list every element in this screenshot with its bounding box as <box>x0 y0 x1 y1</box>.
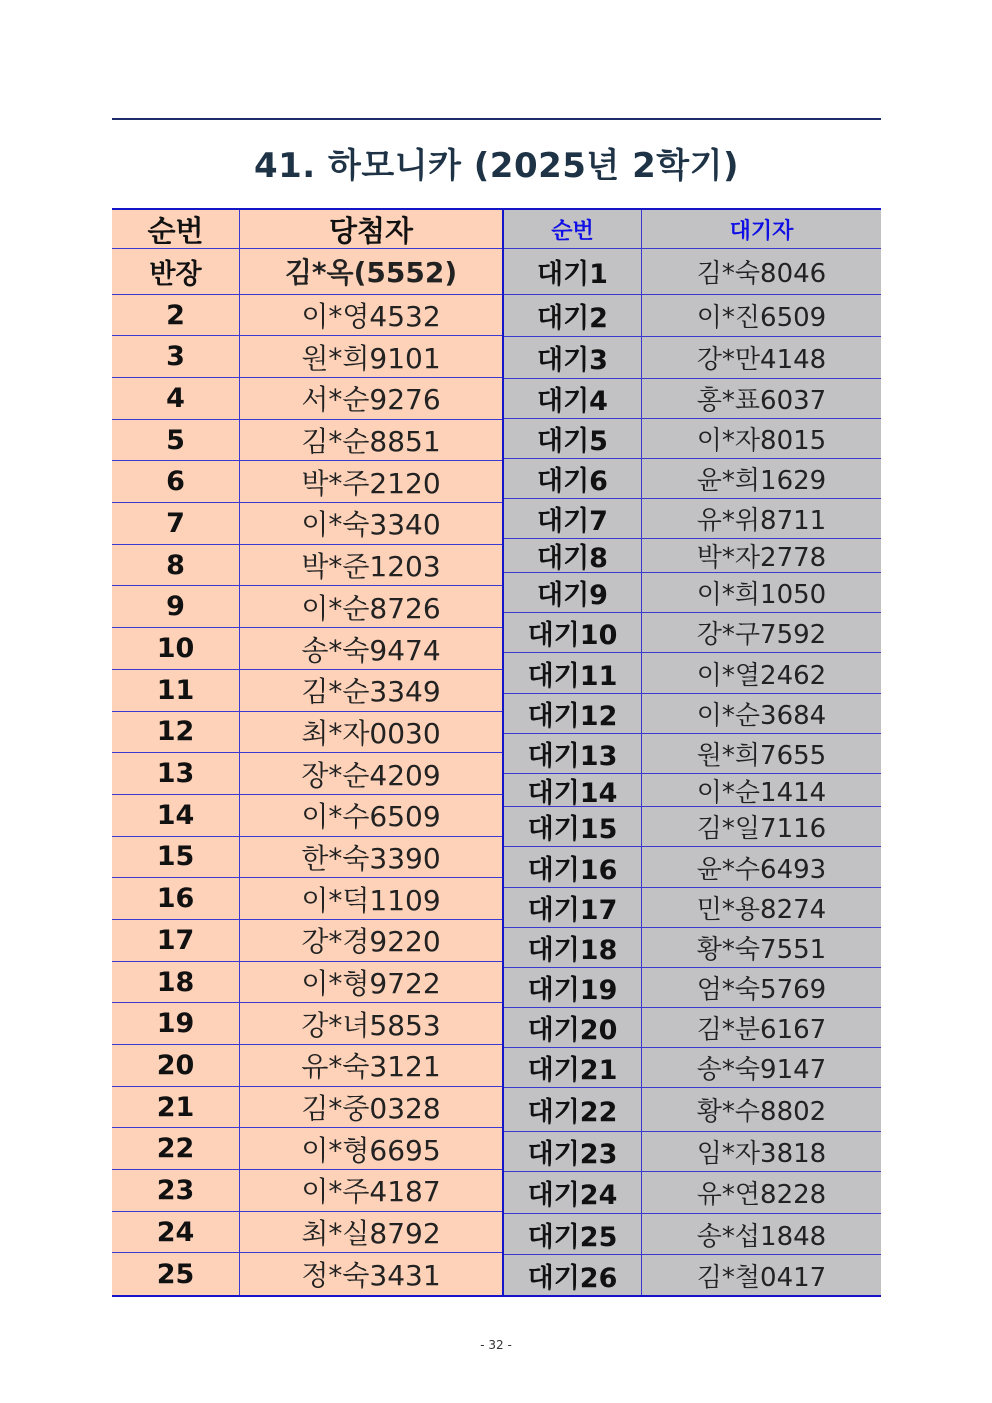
waitlist-number: 대기14 <box>504 774 642 806</box>
winner-name: 이*주4187 <box>301 1175 441 1209</box>
waitlist-row <box>504 499 881 539</box>
title-rule <box>112 118 881 120</box>
waitlist-name: 윤*수6493 <box>696 854 827 885</box>
winners-header-row <box>112 210 502 249</box>
winner-row <box>112 1087 502 1129</box>
waitlist-number: 대기17 <box>504 888 642 927</box>
winner-name: 최*실8792 <box>301 1217 441 1251</box>
winner-row <box>112 1212 502 1254</box>
winner-number: 19 <box>112 1003 240 1044</box>
waitlist-row <box>504 379 881 419</box>
winner-row <box>112 962 502 1004</box>
waitlist-name: 홍*표6037 <box>696 386 827 416</box>
waitlist-number: 대기1 <box>504 249 642 294</box>
winner-name: 원*희9101 <box>301 341 441 375</box>
winner-number: 18 <box>112 962 240 1003</box>
winner-row <box>112 753 502 795</box>
winner-row <box>112 378 502 420</box>
waitlist-row <box>504 1132 881 1172</box>
winner-number: 12 <box>112 712 240 753</box>
waitlist-row <box>504 419 881 459</box>
column-header-number: 순번 <box>504 210 642 248</box>
waitlist-name: 송*섭1848 <box>696 1221 827 1252</box>
winner-row <box>112 670 502 712</box>
winner-row <box>112 837 502 879</box>
winner-name: 이*덕1109 <box>301 883 441 917</box>
waitlist-number: 대기8 <box>504 539 642 572</box>
page-number: - 32 - <box>480 1338 512 1352</box>
winner-number: 13 <box>112 753 240 794</box>
waitlist-number: 대기15 <box>504 807 642 846</box>
winner-row <box>112 795 502 837</box>
winner-name: 이*형6695 <box>301 1133 441 1167</box>
waitlist-number: 대기18 <box>504 928 642 967</box>
waitlist-number: 대기7 <box>504 499 642 538</box>
waitlist-name: 황*숙7551 <box>696 935 827 965</box>
waitlist-name: 임*자3818 <box>696 1139 827 1169</box>
waitlist-row <box>504 734 881 774</box>
winner-number: 14 <box>112 795 240 836</box>
waitlist-name: 박*자2778 <box>696 543 827 572</box>
waitlist-name: 원*희7655 <box>696 741 827 771</box>
waitlist-name: 황*수8802 <box>696 1097 827 1127</box>
waitlist-row <box>504 774 881 807</box>
winner-number: 8 <box>112 545 240 586</box>
winner-row <box>112 336 502 378</box>
winner-number: 6 <box>112 461 240 502</box>
waitlist-header-row <box>504 210 881 249</box>
waitlist-number: 대기16 <box>504 847 642 887</box>
waitlist-number: 대기22 <box>504 1088 642 1131</box>
winner-number: 17 <box>112 920 240 961</box>
winner-row <box>112 628 502 670</box>
winner-number: 5 <box>112 420 240 461</box>
winner-number: 반장 <box>112 249 240 294</box>
waitlist-row <box>504 539 881 573</box>
winner-row <box>112 503 502 545</box>
winner-name: 송*숙9474 <box>301 633 441 667</box>
waitlist-number: 대기9 <box>504 573 642 612</box>
winner-number: 22 <box>112 1128 240 1169</box>
waitlist-name: 엄*숙5769 <box>696 975 827 1005</box>
winner-number: 10 <box>112 628 240 669</box>
waitlist-row <box>504 249 881 295</box>
winner-name: 강*녀5853 <box>301 1008 441 1042</box>
waitlist-name: 이*희1050 <box>696 580 827 610</box>
winner-number: 7 <box>112 503 240 544</box>
winner-number: 21 <box>112 1087 240 1128</box>
waitlist-number: 대기4 <box>504 379 642 418</box>
waitlist-number: 대기25 <box>504 1214 642 1254</box>
winner-row <box>112 1003 502 1045</box>
waitlist-row <box>504 888 881 928</box>
waitlist-row <box>504 1088 881 1132</box>
winner-number: 23 <box>112 1170 240 1211</box>
waitlist-number: 대기13 <box>504 734 642 773</box>
waitlist-name: 윤*희1629 <box>696 466 827 496</box>
waitlist-row <box>504 337 881 379</box>
waitlist-name: 민*용8274 <box>696 895 827 925</box>
waitlist-number: 대기23 <box>504 1132 642 1171</box>
waitlist-name: 강*만4148 <box>696 345 827 375</box>
winner-row <box>112 586 502 628</box>
waitlist-row <box>504 1255 881 1295</box>
waitlist-row <box>504 459 881 499</box>
winner-number: 9 <box>112 586 240 627</box>
winner-name: 장*순4209 <box>301 758 441 792</box>
waitlist-number: 대기3 <box>504 337 642 378</box>
waitlist-row <box>504 968 881 1008</box>
waitlist-name: 이*순1414 <box>696 777 827 806</box>
waitlist-name: 김*분6167 <box>696 1015 827 1045</box>
waitlist-name: 이*진6509 <box>696 303 827 333</box>
waitlist-row <box>504 807 881 847</box>
waitlist-row <box>504 1048 881 1088</box>
waitlist-number: 대기12 <box>504 694 642 733</box>
winner-name: 박*준1203 <box>301 550 441 584</box>
waitlist-table <box>502 208 881 1297</box>
winner-name: 이*숙3340 <box>301 508 441 542</box>
winner-number: 11 <box>112 670 240 711</box>
winner-row <box>112 1045 502 1087</box>
winner-number: 24 <box>112 1212 240 1253</box>
winner-name: 강*경9220 <box>301 925 441 959</box>
winner-row <box>112 249 502 295</box>
winner-name: 이*형9722 <box>301 967 441 1000</box>
winner-name: 이*수6509 <box>301 800 441 834</box>
waitlist-row <box>504 573 881 613</box>
winner-row <box>112 420 502 462</box>
winner-name: 이*순8726 <box>301 591 441 625</box>
waitlist-name: 이*순3684 <box>696 701 827 731</box>
winner-row <box>112 1128 502 1170</box>
winner-name: 이*영4532 <box>301 300 441 333</box>
waitlist-row <box>504 928 881 968</box>
winner-number: 4 <box>112 378 240 419</box>
waitlist-row <box>504 1214 881 1255</box>
winner-name: 김*중0328 <box>301 1092 441 1126</box>
waitlist-name: 강*구7592 <box>696 620 827 650</box>
waitlist-row <box>504 694 881 734</box>
waitlist-number: 대기26 <box>504 1255 642 1295</box>
winner-name: 김*순8851 <box>301 425 441 459</box>
winner-number: 3 <box>112 336 240 377</box>
column-header-waitlist: 대기자 <box>729 218 794 244</box>
winners-table <box>112 208 502 1297</box>
waitlist-name: 김*숙8046 <box>696 259 827 289</box>
waitlist-number: 대기21 <box>504 1048 642 1087</box>
waitlist-number: 대기6 <box>504 459 642 498</box>
waitlist-row <box>504 613 881 653</box>
waitlist-number: 대기20 <box>504 1008 642 1047</box>
waitlist-number: 대기5 <box>504 419 642 458</box>
waitlist-number: 대기19 <box>504 968 642 1007</box>
winner-number: 2 <box>112 295 240 336</box>
waitlist-number: 대기11 <box>504 653 642 693</box>
winner-row <box>112 545 502 587</box>
waitlist-name: 유*연8228 <box>696 1180 827 1210</box>
winner-name: 서*순9276 <box>301 383 441 417</box>
waitlist-name: 이*자8015 <box>696 426 827 456</box>
winner-number: 16 <box>112 878 240 919</box>
waitlist-row <box>504 847 881 888</box>
waitlist-name: 송*숙9147 <box>696 1055 827 1085</box>
waitlist-name: 김*철0417 <box>696 1262 827 1293</box>
winner-name: 한*숙3390 <box>301 841 441 875</box>
winner-name: 최*자0030 <box>301 716 441 750</box>
winner-number: 20 <box>112 1045 240 1086</box>
winner-number: 15 <box>112 837 240 878</box>
winner-row <box>112 920 502 962</box>
column-header-number: 순번 <box>112 210 240 248</box>
winner-name: 유*숙3121 <box>301 1050 441 1084</box>
winner-row <box>112 295 502 337</box>
winner-row <box>112 461 502 503</box>
page-title: 41. 하모니카 (2025년 2학기) <box>253 146 739 186</box>
waitlist-name: 김*일7116 <box>696 814 827 844</box>
waitlist-row <box>504 1008 881 1048</box>
winner-row <box>112 712 502 754</box>
waitlist-row <box>504 653 881 694</box>
waitlist-row <box>504 1172 881 1214</box>
waitlist-name: 이*열2462 <box>696 660 827 691</box>
winner-row <box>112 1253 502 1295</box>
waitlist-number: 대기2 <box>504 295 642 336</box>
winner-number: 25 <box>112 1253 240 1295</box>
winner-name: 김*옥(5552) <box>284 256 458 290</box>
winner-name: 박*주2120 <box>301 466 441 500</box>
winner-name: 김*순3349 <box>301 675 441 709</box>
waitlist-row <box>504 295 881 337</box>
winner-row <box>112 878 502 920</box>
winner-name: 정*숙3431 <box>301 1259 441 1293</box>
waitlist-number: 대기24 <box>504 1172 642 1213</box>
waitlist-name: 유*위8711 <box>696 506 827 536</box>
column-header-winner: 당첨자 <box>328 213 414 248</box>
winner-row <box>112 1170 502 1212</box>
waitlist-number: 대기10 <box>504 613 642 652</box>
